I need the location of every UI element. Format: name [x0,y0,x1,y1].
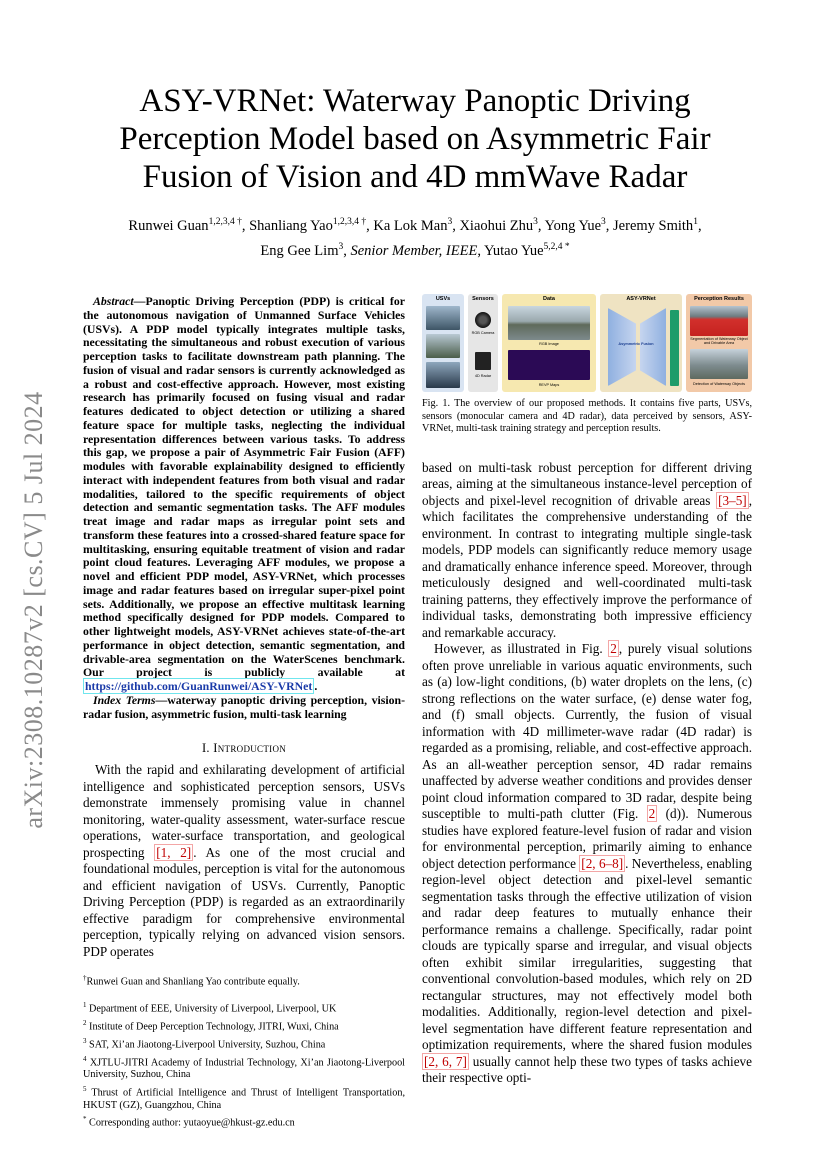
radar-icon [475,352,491,370]
intro-paragraph-2: based on multi-task robust perception for different driving areas, aiming at the simultaneous instance-level perception of objects and pixel-level recognition of drivable areas [3–5] , which facilitates the comprehensive understanding of the environment. In contrast to integrating multiple single-task models, PDP models can significantly reduce memory usage and dramatically enhance inference speed. Moreover, through meticulously designed and well-coordinated multi-task training patterns, they effectively improve the performance of individual tasks, demonstrating both impressive efficiency and remarkable accuracy. [422,459,752,640]
usv-photo [426,306,460,330]
figure-asy-vrnet-panel: ASY-VRNet Asymmetric Fusion [600,294,682,392]
author-line-1: Runwei Guan$^{1,2,3,4 \dagger}$, Shanliang Yao$^{1,2,3,4 \dagger}$, Ka Lok Man$^3$, Xiaohui Zhu$^3$, Yong Yue$^3$, Jeremy Smith$^1$, [128,217,702,234]
segmentation-result-thumbnail [690,306,748,336]
footnote-affiliation: $^5$ Thrust of Artificial Intelligence and Thrust of Intelligent Transportation, HKUST (GZ), Guangzhou, China [83,1084,405,1111]
abstract-text: —Panoptic Driving Perception (PDP) is critical for the autonomous navigation of Unmanned Surface Vehicles (USVs). A PDP model typically integrates multiple tasks, necessitating the simultaneous and robust execution of various perception tasks to facilitate downstream path planning. The fusion of visual and radar sensors is currently acknowledged as a robust and cost-effective approach. However, most existing research has primarily focused on fusing visual and radar features dedicated to object detection or utilizing a shared feature space for multiple tasks, neglecting the individual representation differences between various tasks. To address this gap, we propose a pair of Asymmetric Fair Fusion (AFF) modules with favorable explainability designed to efficiently interact with independent features from both visual and radar modalities, tailored to the specific requirements of object detection and semantic segmentation tasks. The AFF modules treat image and radar maps as irregular point sets and transform these features into a crossed-shared feature space for multitasking, ensuring equitable treatment of vision and radar point cloud features. Leveraging AFF modules, we propose a novel and efficient PDP model, ASY-VRNet, which processes image and radar features based on irregular super-pixel point sets. Additionally, we propose an effective multitask learning method specifically designed for PDP models. Compared to other lightweight models, ASY-VRNet achieves state-of-the-art performance in object detection, semantic segmentation, and drivable-area segmentation on the WaterScenes benchmark. Our project is publicly available at [83,294,405,680]
footnote-affiliation: $^3$ SAT, Xi’an Jiaotong-Liverpool University, Suzhou, China [83,1036,326,1051]
citation-link[interactable]: [3–5] [718,492,747,508]
index-terms-label: Index Terms [93,692,156,707]
intro-paragraph-3: However, as illustrated in Fig. 2 , purely visual solutions often prove unreliable in various aquatic environments, such as (a) low-light conditions, (b) water droplets on the lens, (c) strong reflections on the water surface, (e) dense water fog, and (f) small objects. Currently, the fusion of visual information with 4D millimeter-wave radar (4D radar) is regarded as a promising, reliable, and cost-effective approach. As an all-weather perception sensor, 4D radar remains unaffected by adverse weather conditions and provides denser point cloud information compared to 3D radar, despite being susceptible to multi-path clutter (Fig. 2 (d)). Numerous studies have explored feature-level fusion of radar and vision for environmental perception, primarily aiming to enhance object detection performance [2, 6–8] . Nevertheless, enabling region-level object detection and pixel-level semantic segmentation tasks through the effective utilization of vision and radar deep features to mutually enhance their performance remains a challenge. Specifically, radar point clouds are typically sparse and irregular, and visual objects often exhibit similar irregularities, suggesting that conventional convolution-based modules, which rely on 2D rectangular structures, may not effectively model both modalities. Additionally, region-level detection and pixel-level segmentation have different feature representation and optimization requirements, where the shared fusion modules [2, 6, 7] usually cannot help these two types of tasks achieve their respective opti- [422,641,752,1085]
figure-1-overview [422,294,752,394]
arxiv-identifier-stamp: arXiv:2308.10287v2 [cs.CV] 5 Jul 2024 [19,391,48,829]
index-terms-text: —waterway panoptic driving perception, vision-radar fusion, asymmetric fusion, multi-task learning [83,692,405,721]
footnote-affiliation: $^2$ Institute of Deep Perception Technology, JITRI, Wuxi, China [83,1018,339,1033]
index-terms [83,694,405,722]
citation-link[interactable]: 2 [610,641,617,656]
right-column [422,294,752,1087]
left-column [83,295,405,960]
citation-link[interactable]: [2, 6, 7] [424,1053,467,1069]
abstract-label: Abstract [93,294,134,308]
project-link[interactable]: https://github.com/GuanRunwei/ASY-VRNet [85,679,313,693]
figure-1-caption: Fig. 1. The overview of our proposed methods. It contains five parts, USVs, sensors (monocular camera and 4D radar), data perceived by sensors, ASY-VRNet, multi-task training strategy and perception results. [422,398,752,434]
footnote-corresponding-author: * Corresponding author: yutaoyue@hkust-gz.edu.cn [83,1115,295,1129]
citation-link[interactable]: [2, 6–8] [581,855,624,871]
radar-map-thumbnail [508,350,590,380]
section-heading-introduction: I. Introduction [201,741,287,756]
paper-title: ASY-VRNet: Waterway Panoptic Driving Perception Model based on Asymmetric Fair Fusion of Vision and 4D mmWave Radar [119,83,711,195]
footnote-equal-contribution: †Runwei Guan and Shanliang Yao contribute equally. [83,974,300,988]
figure-results-panel: Perception Results Segmentation of Waterway Object and Drivable Area Detection of Waterway Objects [686,294,752,392]
footnote-affiliation: $^1$ Department of EEE, University of Liverpool, Liverpool, UK [83,1000,337,1015]
usv-photo [426,362,460,388]
figure-usvs-panel: USVs [422,294,464,392]
figure-data-panel: Data RGB Image REVP Maps [502,294,596,392]
figure-sensors-panel: Sensors RGB Camera 4D Radar [468,294,498,392]
network-decoder-block [640,308,666,386]
footnotes [83,972,405,1131]
intro-paragraph-1: With the rapid and exhilarating development of artificial intelligence and sophisticated perception sensors, USVs demonstrate immensely promising value in channel monitoring, water-quality assessment, water-surface rescue operations, water-surface transportation, and geological prospecting [1, 2] . As one of the most crucial and foundational modules, perception is vital for the autonomous and efficient navigation of USVs. Currently, Panoptic Driving Perception (PDP) is regarded as an extraordinarily effective paradigm for comprehensive environmental perception, typically relying on advanced vision sensors. PDP operates [83,762,405,959]
detection-result-thumbnail [690,349,748,379]
rgb-image-thumbnail [508,306,590,340]
camera-icon [475,312,491,328]
network-encoder-block [608,308,636,386]
footnote-affiliation: $^4$ XJTLU-JITRI Academy of Industrial Technology, Xi’an Jiaotong-Liverpool University, Suzhou, China [83,1054,405,1081]
abstract: Abstract—Panoptic Driving Perception (PDP) is critical for the autonomous navigation of Unmanned Surface Vehicles (USVs). A PDP model typically integrates multiple tasks, necessitating the simultaneous and robust execution of various perception tasks to facilitate downstream path planning. The fusion of visual and radar sensors is currently acknowledged as a robust and cost-effective approach. However, most existing research has primarily focused on fusing visual and radar features dedicated to object detection or utilizing a shared feature space for multiple tasks, neglecting the individual representation differences between various tasks. To address this gap, we propose a pair of Asymmetric Fair Fusion (AFF) modules with favorable explainability designed to efficiently interact with independent features from both visual and radar modalities, tailored to the specific requirements of object detection and semantic segmentation tasks. The AFF modules treat image and radar maps as irregular point sets and transform these features into a crossed-shared feature space for multitasking, ensuring equitable treatment of vision and radar point cloud features. Leveraging AFF modules, we propose a novel and efficient PDP model, ASY-VRNet, which processes image and radar features based on irregular super-pixel point sets. Additionally, we propose an effective multitask learning method specifically designed for PDP models. Compared to other lightweight models, ASY-VRNet achieves state-of-the-art performance in object detection, semantic segmentation, and drivable-area segmentation on the WaterScenes benchmark. Our project is publicly available at https://github.com/GuanRunwei/ASY-VRNet . [83,294,405,693]
citation-link[interactable]: [1, 2] [156,844,192,860]
multitask-strategy-bar [670,310,679,386]
author-list [80,212,750,262]
usv-photo [426,334,460,358]
citation-link[interactable]: 2 [648,806,656,821]
author-line-2: Eng Gee Lim$^3$, Senior Member, IEEE, Yutao Yue$^{5,2,4 *}$ [260,241,570,259]
